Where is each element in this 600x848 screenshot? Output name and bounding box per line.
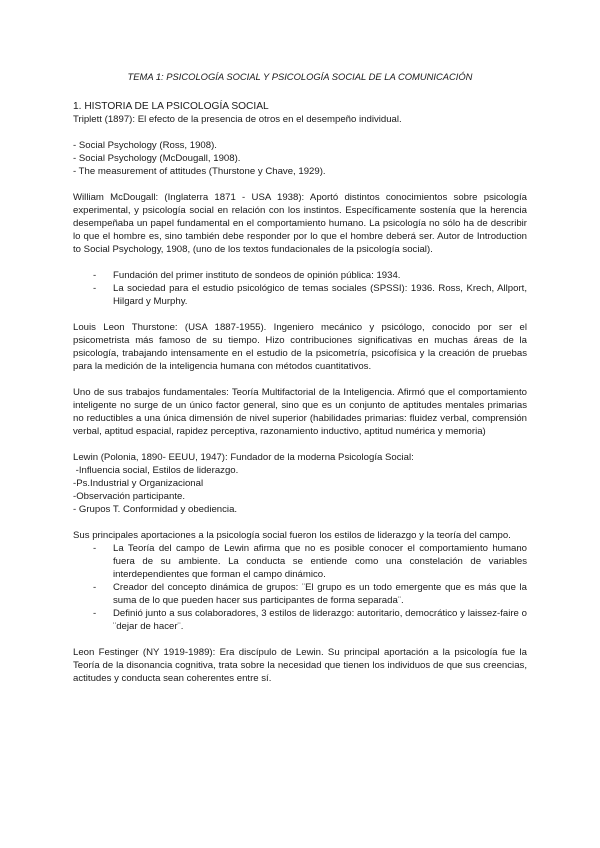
- milestone-item: - La sociedad para el estudio psicológico de temas sociales (SPSSI): 1936. Ross, Krech, Allport, Hilgard y Murphy.: [93, 282, 527, 308]
- lewin-bullet: - Creador del concepto dinámica de grupos: ¨El grupo es un todo emergente que es más que la suma de lo que pueden hacer sus participantes de forma separada¨.: [93, 581, 527, 607]
- references-list: [73, 139, 527, 178]
- document-title: TEMA 1: PSICOLOGÍA SOCIAL Y PSICOLOGÍA SOCIAL DE LA COMUNICACIÓN: [127, 71, 473, 82]
- reference-item: - Social Psychology (McDougall, 1908).: [73, 153, 241, 164]
- lewin-bullets: [73, 542, 527, 633]
- thurstone-theory-paragraph: Uno de sus trabajos fundamentales: Teoría Multifactorial de la Inteligencia. Afirmó que el comportamiento inteligente no surge de un único factor general, sino que es un conjunto de aptitudes mentales primarias no reductibles a una única dimensión de nivel superior (habilidades primarias: fluidez verbal, comprensión verbal, aptitud espacial, rapidez perceptiva, razonamiento inductivo, aptitud numérica y memoria): [73, 387, 527, 437]
- lewin-list: [73, 464, 527, 516]
- lewin-item: -Influencia social, Estilos de liderazgo.: [73, 465, 239, 476]
- lewin-heading: Lewin (Polonia, 1890- EEUU, 1947): Fundador de la moderna Psicología Social:: [73, 452, 414, 463]
- lewin-item: -Ps.Industrial y Organizacional: [73, 478, 204, 489]
- reference-item: - The measurement of attitudes (Thurstone y Chave, 1929).: [73, 166, 326, 177]
- lewin-contrib-paragraph: Sus principales aportaciones a la psicología social fueron los estilos de liderazgo y la teoría del campo.: [73, 530, 511, 541]
- section-heading: 1. HISTORIA DE LA PSICOLOGÍA SOCIAL: [73, 101, 269, 112]
- milestone-item: - Fundación del primer instituto de sondeos de opinión pública: 1934.: [93, 269, 527, 282]
- thurstone-paragraph: Louis Leon Thurstone: (USA 1887-1955). Ingeniero mecánico y psicólogo, conocido por ser el psicometrista más famoso de su tiempo. Hizo contribuciones significativas en muchas áreas de la psicología, trabajando intensamente en el estudio de la psicometría, psicofísica y la creación de pruebas para la medición de la inteligencia humana con métodos cuantitativos.: [73, 322, 527, 372]
- lewin-bullet: - La Teoría del campo de Lewin afirma que no es posible conocer el comportamiento humano fuera de su ambiente. La conducta se entiende como una constelación de variables interdependientes que forman el campo dinámico.: [93, 542, 527, 581]
- festinger-paragraph: Leon Festinger (NY 1919-1989): Era discípulo de Lewin. Su principal aportación a la psicología fue la Teoría de la disonancia cognitiva, trata sobre la necesidad que tienen los individuos de que sus creencias, actitudes y conducta sean coherentes entre sí.: [73, 647, 527, 684]
- lewin-item: -Observación participante.: [73, 491, 185, 502]
- lewin-item: - Grupos T. Conformidad y obediencia.: [73, 504, 238, 515]
- mcdougall-paragraph: William McDougall: (Inglaterra 1871 - USA 1938): Aportó distintos conocimientos sobre psicología experimental, y psicología social en relación con los instintos. Específicamente sostenía que la herencia desempeñaba un papel fundamental en el comportamiento humano. La psicología no sólo ha de describir lo que el hombre es, sino también debe responder por lo que el hombre deberá ser. Autor de Introduction to Social Psychology, 1908, (uno de los textos fundacionales de la psicología social).: [73, 192, 527, 255]
- triplett-paragraph: Triplett (1897): El efecto de la presencia de otros en el desempeño individual.: [73, 114, 402, 125]
- lewin-bullet: - Definió junto a sus colaboradores, 3 estilos de liderazgo: autoritario, democrático y laissez-faire o ¨dejar de hacer¨.: [93, 607, 527, 633]
- milestones-list: [73, 269, 527, 308]
- reference-item: - Social Psychology (Ross, 1908).: [73, 140, 217, 151]
